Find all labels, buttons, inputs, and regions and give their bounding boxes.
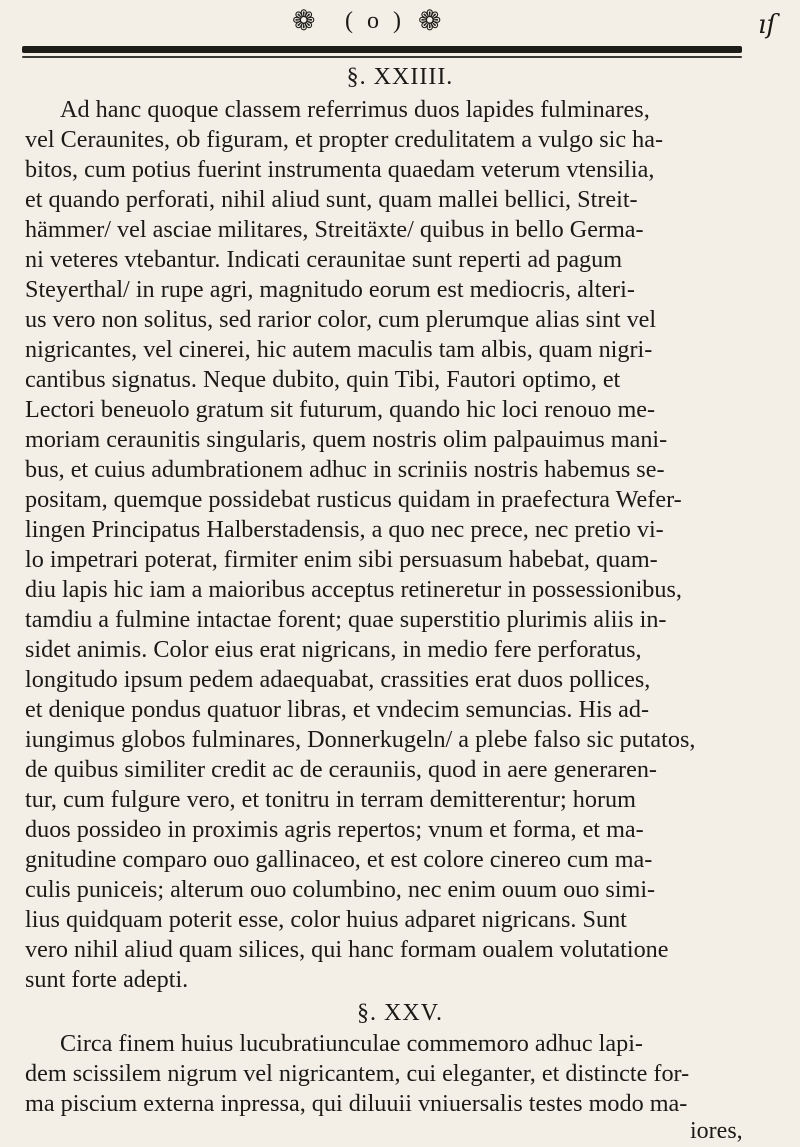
- paragraph-line: Steyerthal/ in rupe agri, magnitudo eorum est mediocris, alteri-: [25, 276, 635, 303]
- paragraph-line: vero nihil aliud quam silices, qui hanc formam oualem volutatione: [25, 936, 669, 963]
- paragraph-line: longitudo ipsum pedem adaequabat, crassities erat duos pollices,: [25, 666, 651, 693]
- paragraph-line: de quibus similiter credit ac de cerauniis, quod in aere generaren-: [25, 756, 657, 783]
- paragraph-line: vel Ceraunites, ob figuram, et propter credulitatem a vulgo sic ha-: [25, 126, 664, 153]
- paragraph-line: moriam ceraunitis singularis, quem nostris olim palpauimus mani-: [25, 426, 668, 453]
- page-number: ( o ): [345, 8, 405, 34]
- ornament-left-icon: ❁: [292, 4, 316, 37]
- paragraph-line: diu lapis hic iam a maioribus acceptus retineretur in possessionibus,: [25, 576, 682, 603]
- ornament-right-icon: ❁: [418, 4, 442, 37]
- paragraph-line: sunt forte adepti.: [25, 966, 189, 993]
- paragraph-line: us vero non solitus, sed rarior color, cum plerumque alias sint vel: [25, 306, 657, 333]
- paragraph-line: et quando perforati, nihil aliud sunt, quam mallei bellici, Streit-: [25, 186, 638, 213]
- paragraph-line: bus, et cuius adumbrationem adhuc in scriniis nostris habemus se-: [25, 456, 665, 483]
- catchword: iores,: [690, 1118, 743, 1144]
- section-heading-25: §. XXV.: [357, 1000, 443, 1026]
- paragraph-line: bitos, cum potius fuerint instrumenta quaedam veterum vtensilia,: [25, 156, 655, 183]
- paragraph-line: tur, cum fulgure vero, et tonitru in terram demitterentur; horum: [25, 786, 636, 813]
- section-heading-24: §. XXIIII.: [346, 64, 454, 90]
- paragraph-line: lius quidquam poterit esse, color huius adparet nigricans. Sunt: [25, 906, 627, 933]
- header-rule: [22, 46, 742, 53]
- paragraph-line: nigricantes, vel cinerei, hic autem maculis tam albis, quam nigri-: [25, 336, 653, 363]
- paragraph-line: iungimus globos fulminares, Donnerkugeln/ a plebe falso sic putatos,: [25, 726, 696, 753]
- signature-mark: ıſ: [758, 10, 776, 40]
- paragraph-line: Ad hanc quoque classem referrimus duos lapides fulminares,: [60, 96, 650, 123]
- paragraph-line: et denique pondus quatuor libras, et vndecim semuncias. His ad-: [25, 696, 650, 723]
- paragraph-line: positam, quemque possidebat rusticus quidam in praefectura Wefer-: [25, 486, 682, 513]
- paragraph-line: duos possideo in proximis agris repertos; vnum et forma, et ma-: [25, 816, 644, 843]
- paragraph-line: hämmer/ vel asciae militares, Streitäxte/ quibus in bello Germa-: [25, 216, 644, 243]
- paragraph-line: tamdiu a fulmine intactae forent; quae superstitio plurimis aliis in-: [25, 606, 667, 633]
- paragraph-line: ma piscium externa inpressa, qui diluuii vniuersalis testes modo ma-: [25, 1090, 688, 1117]
- paragraph-line: culis puniceis; alterum ouo columbino, nec enim ouum ouo simi-: [25, 876, 656, 903]
- paragraph-line: Lectori beneuolo gratum sit futurum, quando hic loci renouo me-: [25, 396, 656, 423]
- paragraph-line: ni veteres vtebantur. Indicati ceraunitae sunt reperti ad pagum: [25, 246, 623, 273]
- paragraph-line: dem scissilem nigrum vel nigricantem, cui eleganter, et distincte for-: [25, 1060, 690, 1087]
- paragraph-line: lo impetrari poterat, firmiter enim sibi persuasum habebat, quam-: [25, 546, 658, 573]
- paragraph-line: lingen Principatus Halberstadensis, a quo nec prece, nec pretio vi-: [25, 516, 664, 543]
- paragraph-line: gnitudine comparo ouo gallinaceo, et est colore cinereo cum ma-: [25, 846, 653, 873]
- paragraph-line: cantibus signatus. Neque dubito, quin Tibi, Fautori optimo, et: [25, 366, 621, 393]
- paragraph-line: sidet animis. Color eius erat nigricans, in medio fere perforatus,: [25, 636, 642, 663]
- header-rule-thin: [22, 56, 742, 58]
- paragraph-line: Circa finem huius lucubratiunculae commemoro adhuc lapi-: [60, 1030, 643, 1057]
